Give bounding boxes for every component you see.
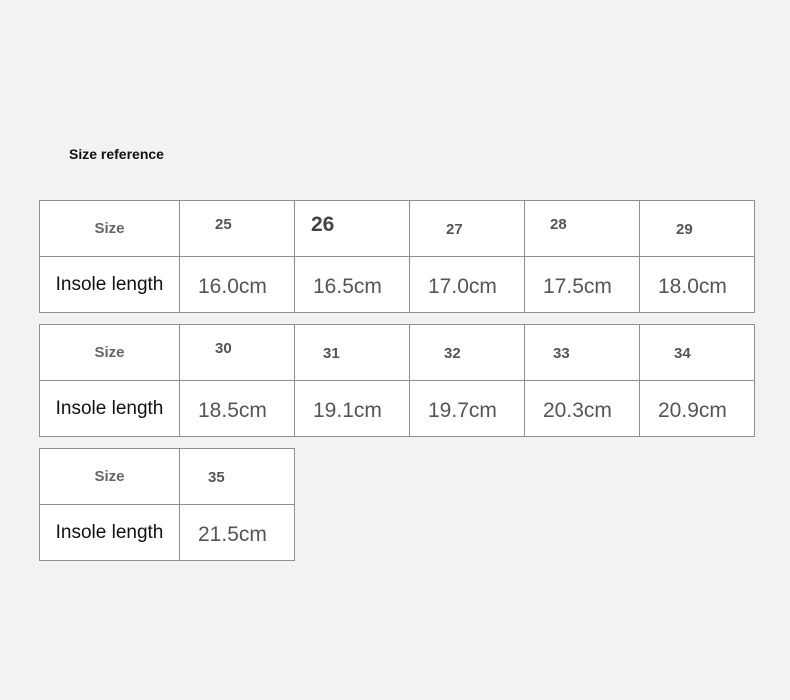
length-cell	[525, 257, 640, 313]
size-header-cell	[40, 449, 180, 505]
insole-label: Insole length	[55, 521, 164, 543]
size-cell	[295, 325, 410, 381]
insole-row	[40, 505, 295, 561]
length-cell	[525, 381, 640, 437]
size-table-1	[39, 200, 755, 313]
size-cell	[295, 201, 410, 257]
size-value: 26	[311, 213, 335, 236]
insole-header-cell	[40, 505, 180, 561]
size-cell	[640, 325, 755, 381]
size-cell	[180, 325, 295, 381]
length-value: 20.9cm	[658, 399, 727, 422]
length-value: 19.1cm	[313, 399, 382, 422]
length-cell	[295, 257, 410, 313]
size-row	[40, 449, 295, 505]
length-cell	[180, 381, 295, 437]
length-value: 17.5cm	[543, 275, 612, 298]
insole-label: Insole length	[55, 273, 164, 295]
insole-row	[40, 381, 755, 437]
size-value: 35	[208, 469, 225, 486]
length-value: 20.3cm	[543, 399, 612, 422]
size-header-cell	[40, 325, 180, 381]
length-value: 18.0cm	[658, 275, 727, 298]
size-cell	[410, 325, 525, 381]
size-cell	[525, 325, 640, 381]
length-cell	[295, 381, 410, 437]
length-value: 16.5cm	[313, 275, 382, 298]
length-value: 21.5cm	[198, 523, 267, 546]
size-label: Size	[94, 219, 125, 237]
size-value: 33	[553, 345, 570, 362]
length-cell	[180, 257, 295, 313]
size-row	[40, 201, 755, 257]
insole-header-cell	[40, 381, 180, 437]
length-cell	[640, 381, 755, 437]
size-value: 25	[215, 216, 232, 233]
size-header-cell	[40, 201, 180, 257]
size-value: 28	[550, 216, 567, 233]
length-value: 17.0cm	[428, 275, 497, 298]
size-value: 27	[446, 221, 463, 238]
size-cell	[180, 201, 295, 257]
length-value: 16.0cm	[198, 275, 267, 298]
size-table-3	[39, 448, 295, 561]
insole-header-cell	[40, 257, 180, 313]
length-cell	[410, 257, 525, 313]
insole-label: Insole length	[55, 397, 164, 419]
size-value: 31	[323, 345, 340, 362]
size-value: 32	[444, 345, 461, 362]
size-value: 30	[215, 340, 232, 357]
page-title: Size reference	[69, 146, 164, 162]
length-cell	[410, 381, 525, 437]
size-table-2	[39, 324, 755, 437]
length-cell	[180, 505, 295, 561]
size-row	[40, 325, 755, 381]
size-label: Size	[94, 467, 125, 485]
size-cell	[525, 201, 640, 257]
size-value: 34	[674, 345, 691, 362]
length-value: 18.5cm	[198, 399, 267, 422]
size-label: Size	[94, 343, 125, 361]
size-value: 29	[676, 221, 693, 238]
length-value: 19.7cm	[428, 399, 497, 422]
size-cell	[640, 201, 755, 257]
size-cell	[180, 449, 295, 505]
size-cell	[410, 201, 525, 257]
insole-row	[40, 257, 755, 313]
length-cell	[640, 257, 755, 313]
